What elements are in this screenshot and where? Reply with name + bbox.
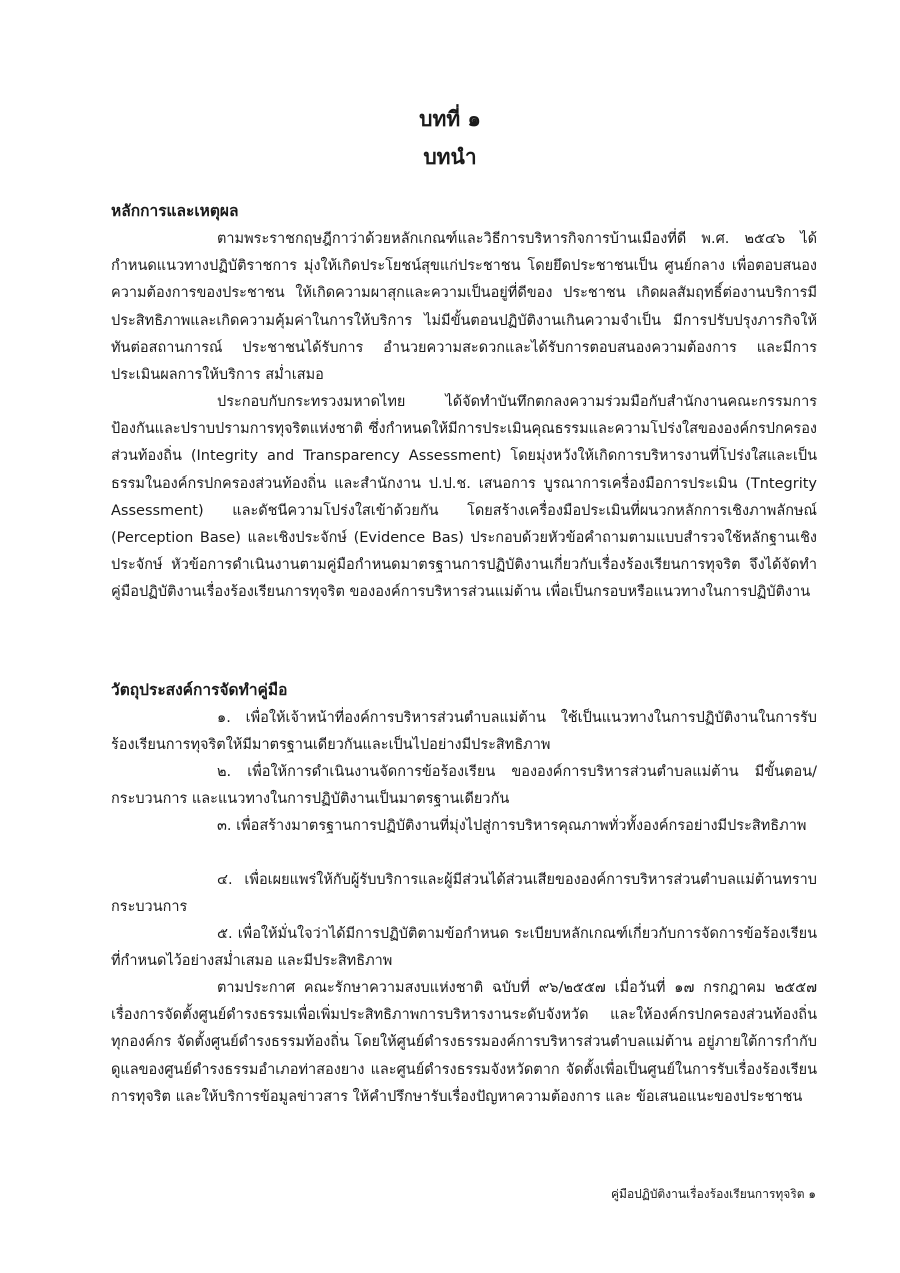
section-heading-objectives: วัตถุประสงค์การจัดทำคู่มือ xyxy=(111,681,288,699)
chapter-title: บทนำ xyxy=(423,145,477,169)
objective-item-4: ๔. เพื่อเผยแพร่ให้กับผู้รับบริการและผู้มีส่วนได้ส่วนเสียขององค์การบริหารส่วนตำบลแม่ต้านทราบกระบวนการ xyxy=(111,872,817,916)
objective-item-2: ๒. เพื่อให้การดำเนินงานจัดการข้อร้องเรียน ขององค์การบริหารส่วนตำบลแม่ต้าน มีขั้นตอน/กระบวนการ และแนวทางในการปฏิบัติงานเป็นมาตรฐานเดียวกัน xyxy=(111,764,817,808)
chapter-number: บทที่ ๑ xyxy=(419,107,481,131)
paragraph-rationale-2: ประกอบกับกระทรวงมหาดไทย ได้จัดทำบันทึกตกลงความร่วมมือกับสำนักงานคณะกรรมการป้องกันและปราบปรามการทุจริตแห่งชาติ ซึ่งกำหนดให้มีการประเมินคุณธรรมและความโปร่งใสขององค์กรปกครองส่วนท้องถิ่น (Integrity and Transparency Assessment) โดยมุ่งหวังให้เกิดการบริหารงานที่โปร่งใสและเป็นธรรมในองค์กรปกครองส่วนท้องถิ่น และสำนักงาน ป.ป.ช. เสนอการ บูรณาการเครื่องมือการประเมิน (Tntegrity Assessment) และดัชนีความโปร่งใสเข้าด้วยกัน โดยสร้างเครื่องมือประเมินที่ผนวกหลักการเชิงภาพลักษณ์ (Perception Base) และเชิงประจักษ์ (Evidence Bas) ประกอบด้วยหัวข้อคำถามตามแบบสำรวจใช้หลักฐานเชิงประจักษ์ หัวข้อการดำเนินงานตามคู่มือกำหนดมาตรฐานการปฏิบัติงานเกี่ยวกับเรื่องร้องเรียนการทุจริต จึงได้จัดทำคู่มือปฏิบัติงานเรื่องร้องเรียนการทุจริต ขององค์การบริหารส่วนแม่ต้าน เพื่อเป็นกรอบหรือแนวทางในการปฏิบัติงาน xyxy=(111,394,817,601)
objective-item-3: ๓. เพื่อสร้างมาตรฐานการปฏิบัติงานที่มุ่งไปสู่การบริหารคุณภาพทั่วทั้งองค์กรอย่างมีประสิทธิภาพ xyxy=(217,818,807,834)
objective-item-5: ๕. เพื่อให้มั่นใจว่าได้มีการปฏิบัติตามข้อกำหนด ระเบียบหลักเกณฑ์เกี่ยวกับการจัดการข้อร้องเรียนที่กำหนดไว้อย่างสม่ำเสมอ และมีประสิทธิภาพ xyxy=(111,926,817,970)
objective-item-1: ๑. เพื่อให้เจ้าหน้าที่องค์การบริหารส่วนตำบลแม่ต้าน ใช้เป็นแนวทางในการปฏิบัติงานในการรับร้องเรียนการทุจริตให้มีมาตรฐานเดียวกันและเป็นไปอย่างมีประสิทธิภาพ xyxy=(111,710,817,754)
paragraph-announcement: ตามประกาศ คณะรักษาความสงบแห่งชาติ ฉบับที่ ๙๖/๒๕๕๗ เมื่อวันที่ ๑๗ กรกฎาคม ๒๕๕๗ เรื่องการจัดตั้งศูนย์ดำรงธรรมเพื่อเพิ่มประสิทธิภาพการบริหารงานระดับจังหวัด และให้องค์กรปกครองส่วนท้องถิ่นทุกองค์กร จัดตั้งศูนย์ดำรงธรรมท้องถิ่น โดยให้ศูนย์ดำรงธรรมองค์การบริหารส่วนตำบลแม่ต้าน อยู่ภายใต้การกำกับดูแลของศูนย์ดำรงธรรมอำเภอท่าสองยาง และศูนย์ดำรงธรรมจังหวัดตาก จัดตั้งเพื่อเป็นศูนย์ในการรับเรื่องร้องเรียนการทุจริต และให้บริการข้อมูลข่าวสาร ให้คำปรึกษารับเรื่องปัญหาความต้องการ และ ข้อเสนอแนะของประชาชน xyxy=(111,980,817,1105)
page-footer: คู่มือปฏิบัติงานเรื่องร้องเรียนการทุจริต ๑ xyxy=(611,1187,816,1201)
paragraph-rationale-1: ตามพระราชกฤษฎีกาว่าด้วยหลักเกณฑ์และวิธีการบริหารกิจการบ้านเมืองที่ดี พ.ศ. ๒๕๔๖ ได้กำหนดแนวทางปฏิบัติราชการ มุ่งให้เกิดประโยชน์สุขแก่ประชาชน โดยยึดประชาชนเป็น ศูนย์กลาง เพื่อตอบสนองความต้องการของประชาชน ให้เกิดความผาสุกและความเป็นอยู่ที่ดีของ ประชาชน เกิดผลสัมฤทธิ์ต่องานบริการมีประสิทธิภาพและเกิดความคุ้มค่าในการให้บริการ ไม่มีขั้นตอนปฏิบัติงานเกินความจำเป็น มีการปรับปรุงภารกิจให้ทันต่อสถานการณ์ ประชาชนได้รับการ อำนวยความสะดวกและได้รับการตอบสนองความต้องการ และมีการประเมินผลการให้บริการ สม่ำเสมอ xyxy=(111,231,817,384)
section-heading-rationale: หลักการและเหตุผล xyxy=(111,202,239,220)
